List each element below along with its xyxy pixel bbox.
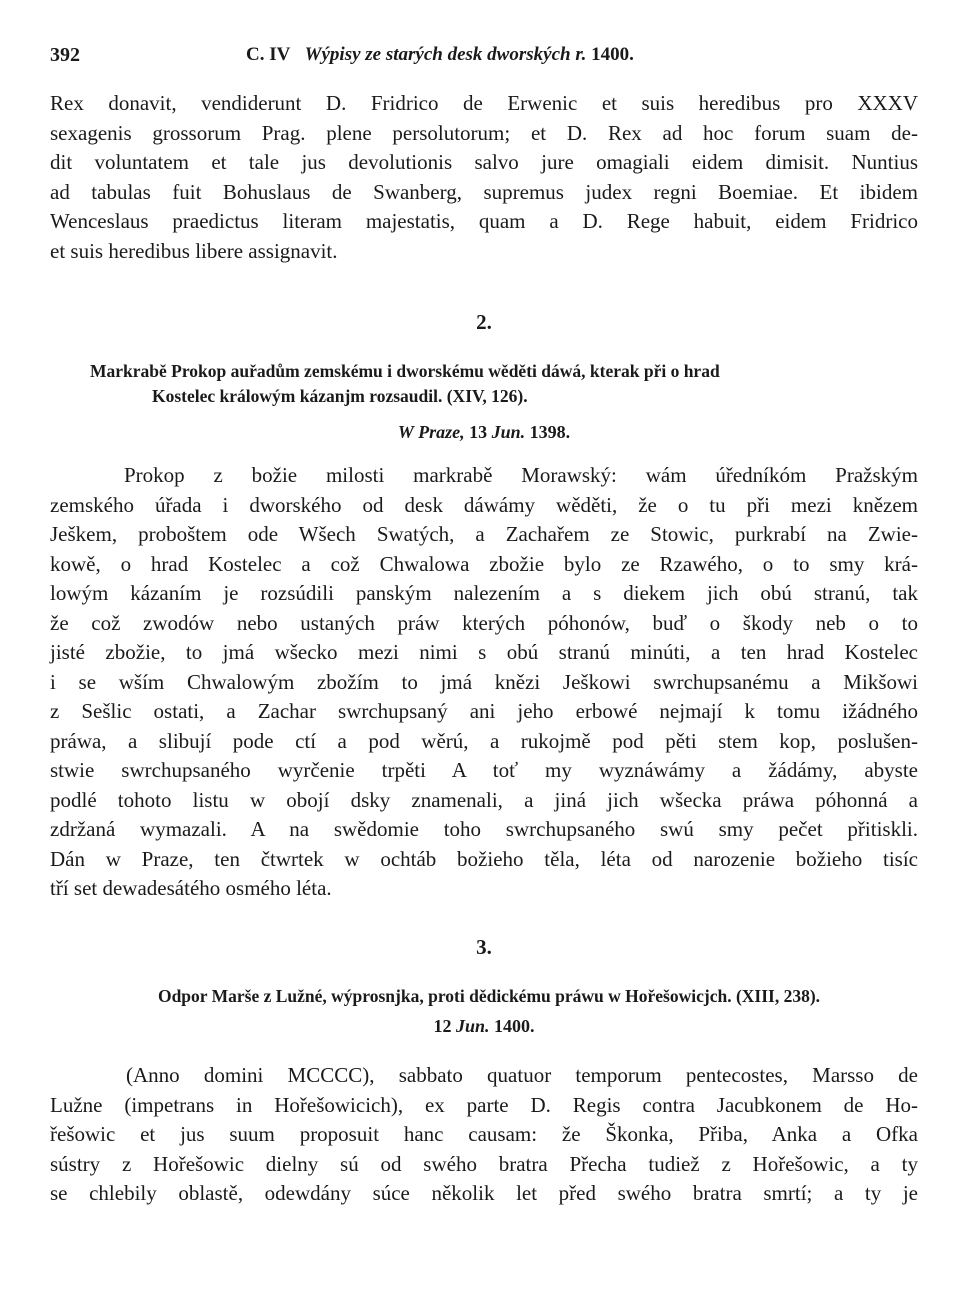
section-2-heading bbox=[90, 359, 916, 409]
section-3-body bbox=[50, 1061, 918, 1209]
text-line: zemského úřada i dworského od desk dáwámy wěděti, že o tu při mezi knězem bbox=[50, 492, 918, 517]
text-line: i se wším Chwalowým zbožím to jmá knězi Ješkowi swrchupsanému a Mikšowi bbox=[50, 669, 918, 694]
date-day: 13 bbox=[469, 422, 488, 442]
section-2-number: 2. bbox=[476, 310, 492, 334]
text-line: Rex donavit, vendiderunt D. Fridrico de Erwenic et suis heredibus pro XXXV bbox=[50, 91, 918, 115]
running-title bbox=[246, 44, 634, 66]
page-number: 392 bbox=[50, 44, 80, 66]
text-line: sexagenis grossorum Prag. plene persolutorum; et D. Rex ad hoc forum suam de- bbox=[50, 120, 918, 145]
section-3-dateline bbox=[50, 1016, 918, 1037]
text-line: dit voluntatem et tale jus devolutionis salvo jure omagiali eidem dimisit. Nuntius bbox=[50, 150, 918, 174]
text-line: z Sešlic ostati, a Zachar swrchupsaný ani jeho erbowé nejmají k tomu ižádného bbox=[50, 699, 918, 723]
text-line: Prokop z božie milosti markrabě Morawský: wám úředníkóm Pražským bbox=[124, 463, 918, 487]
text-line: sústry z Hořešowic dielny sú od swého bratra Přecha tudiež z Hořešowic, a ty bbox=[50, 1151, 918, 1176]
text-line: Ješkem, proboštem ode Wšech Swatých, a Zachařem ze Stowic, purkrabí na Zwie- bbox=[50, 522, 918, 546]
running-title-italic: Wýpisy ze starých desk dworských r. bbox=[304, 44, 587, 65]
text-line: zdržaná wymazali. A na swědomie toho swrchupsaného swú smy pečet přitiskli. bbox=[50, 817, 918, 841]
text-line: Dán w Praze, ten čtwrtek w ochtáb božieho těla, léta od narozenie božieho tisíc bbox=[50, 846, 918, 871]
date-year: 1400. bbox=[494, 1016, 535, 1036]
text-line: tří set dewadesátého osmého léta. bbox=[50, 876, 332, 900]
date-place: W Praze, bbox=[397, 422, 465, 442]
text-line: (Anno domini MCCCC), sabbato quatuor temporum pentecostes, Marsso de bbox=[126, 1063, 918, 1087]
date-year: 1398. bbox=[529, 422, 571, 442]
text-line: Lužne (impetrans in Hořešowicich), ex parte D. Regis contra Jacubkonem de Ho- bbox=[50, 1092, 918, 1117]
text-line: že což zwodów nebo ustaných práw kterých póhonów, buď o škody neb o to bbox=[50, 610, 918, 635]
running-header bbox=[50, 44, 918, 74]
text-line: podlé tohoto listu w obojí dsky znamenali, a jiná jich wšecka práwa póhonná a bbox=[50, 787, 918, 812]
heading-line: Kostelec králowým kázanjm rozsaudil. (XIV, 126). bbox=[152, 386, 528, 406]
date-day: 12 bbox=[433, 1016, 452, 1036]
section-3-heading bbox=[60, 984, 918, 1009]
section-3-number: 3. bbox=[476, 935, 492, 959]
text-line: et suis heredibus libere assignavit. bbox=[50, 238, 338, 263]
date-month: Jun. bbox=[455, 1016, 490, 1036]
text-line: stwie swrchupsaného wyrčenie trpěti A toť my wyznáwámy a žádámy, abyste bbox=[50, 758, 918, 782]
document-page bbox=[50, 0, 918, 1289]
section-2-body bbox=[50, 461, 918, 904]
text-line: se chlebily oblastě, odewdány súce několik let před swého bratra smrtí; a ty je bbox=[50, 1181, 918, 1205]
text-line: ad tabulas fuit Bohuslaus de Swanberg, supremus judex regni Boemiae. Et ibidem bbox=[50, 179, 918, 204]
text-line: řešowic et jus suum proposuit hanc causam: že Škonka, Přiba, Anka a Ofka bbox=[50, 1122, 918, 1146]
date-month: Jun. bbox=[491, 422, 526, 442]
text-line: Wenceslaus praedictus literam majestatis, quam a D. Rege habuit, eidem Fridrico bbox=[50, 209, 918, 233]
running-title-year: 1400. bbox=[591, 44, 634, 65]
section-2-dateline bbox=[50, 422, 918, 443]
text-line: práwa, a slibují pode ctí a pod wěrú, a rukojmě pod pěti stem kop, poslušen- bbox=[50, 728, 918, 753]
text-line: kowě, o hrad Kostelec a což Chwalowa zbožie bylo ze Rzawého, o to smy krá- bbox=[50, 551, 918, 576]
text-line: jisté zbožie, to jmá wšecko mezi nimi s obú stranú minúti, a ten hrad Kostelec bbox=[50, 640, 918, 664]
text-line: lowým kázaním je rozsúdili panským nalezením a s diekem jich obú stranú, tak bbox=[50, 581, 918, 605]
intro-paragraph bbox=[50, 89, 918, 266]
heading-line: Markrabě Prokop auřadům zemskému i dworskému wěděti dáwá, kterak při o hrad bbox=[90, 361, 720, 381]
running-title-prefix: C. IV bbox=[246, 44, 291, 65]
heading-line: Odpor Marše z Lužné, wýprosnjka, proti dědickému práwu w Hořešowicjch. (XIII, 238). bbox=[157, 986, 821, 1006]
